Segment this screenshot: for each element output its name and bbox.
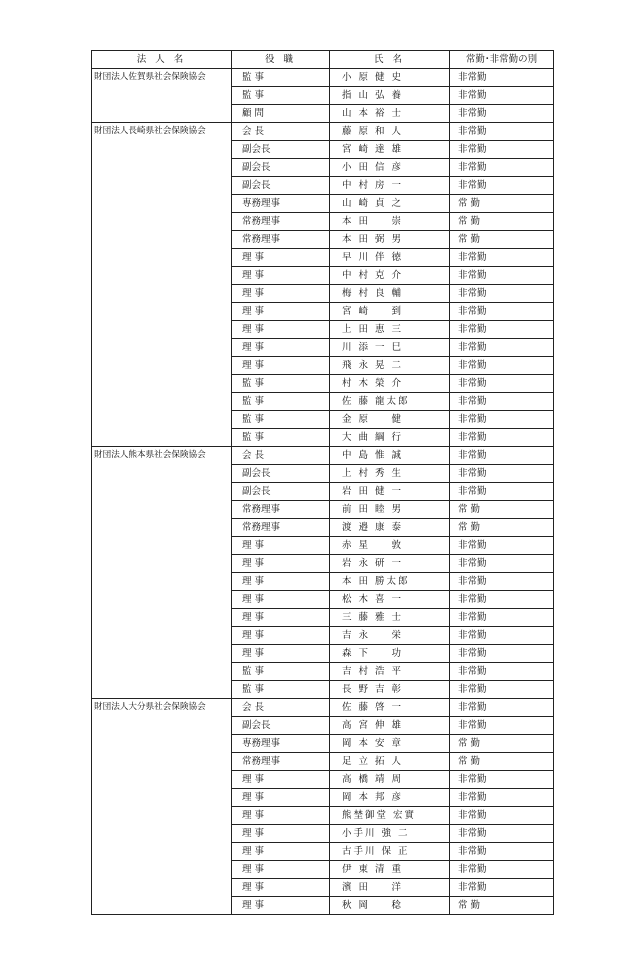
position-cell: 理 事 (232, 249, 330, 267)
position-cell: 理 事 (232, 645, 330, 663)
table-body (92, 69, 554, 915)
org-empty-cell (92, 105, 232, 123)
table-row (92, 213, 554, 231)
org-empty-cell (92, 87, 232, 105)
org-empty-cell (92, 321, 232, 339)
position-cell: 理 事 (232, 267, 330, 285)
employment-type-cell: 常 勤 (450, 501, 554, 519)
person-name-cell: 本 田 弼 男 (330, 231, 450, 249)
person-name-cell: 中 島 惟 誠 (330, 447, 450, 465)
person-name-cell: 小 田 信 彦 (330, 159, 450, 177)
person-name-cell: 岡 本 邦 彦 (330, 789, 450, 807)
position-cell: 副会長 (232, 483, 330, 501)
org-empty-cell (92, 411, 232, 429)
position-cell: 監 事 (232, 87, 330, 105)
table-row (92, 339, 554, 357)
position-cell: 常務理事 (232, 501, 330, 519)
table-row (92, 447, 554, 465)
position-cell: 常務理事 (232, 753, 330, 771)
table-row (92, 861, 554, 879)
position-cell: 理 事 (232, 861, 330, 879)
person-name-cell: 熊埜御堂 宏實 (330, 807, 450, 825)
org-empty-cell (92, 609, 232, 627)
org-empty-cell (92, 285, 232, 303)
employment-type-cell: 非常勤 (450, 339, 554, 357)
table-row (92, 195, 554, 213)
org-empty-cell (92, 645, 232, 663)
position-cell: 理 事 (232, 591, 330, 609)
person-name-cell: 佐 藤 龍太郎 (330, 393, 450, 411)
person-name-cell: 赤 星 敦 (330, 537, 450, 555)
person-name-cell: 岩 田 健 一 (330, 483, 450, 501)
position-cell: 理 事 (232, 843, 330, 861)
org-empty-cell (92, 627, 232, 645)
table-row (92, 465, 554, 483)
employment-type-cell: 非常勤 (450, 645, 554, 663)
person-name-cell: 松 木 喜 一 (330, 591, 450, 609)
header-name: 氏 名 (330, 51, 450, 69)
table-row (92, 627, 554, 645)
person-name-cell: 金 原 健 (330, 411, 450, 429)
employment-type-cell: 非常勤 (450, 303, 554, 321)
person-name-cell: 濱 田 洋 (330, 879, 450, 897)
org-empty-cell (92, 375, 232, 393)
employment-type-cell: 非常勤 (450, 843, 554, 861)
table-row (92, 663, 554, 681)
person-name-cell: 岡 本 安 章 (330, 735, 450, 753)
employment-type-cell: 非常勤 (450, 177, 554, 195)
table-row (92, 735, 554, 753)
table-row (92, 141, 554, 159)
position-cell: 監 事 (232, 375, 330, 393)
person-name-cell: 小手川 強 二 (330, 825, 450, 843)
table-row (92, 267, 554, 285)
org-empty-cell (92, 249, 232, 267)
org-empty-cell (92, 591, 232, 609)
table-row (92, 681, 554, 699)
position-cell: 会 長 (232, 699, 330, 717)
employment-type-cell: 非常勤 (450, 555, 554, 573)
officers-table (91, 50, 554, 915)
org-empty-cell (92, 483, 232, 501)
person-name-cell: 前 田 睦 男 (330, 501, 450, 519)
position-cell: 常務理事 (232, 231, 330, 249)
org-empty-cell (92, 555, 232, 573)
person-name-cell: 宮 崎 到 (330, 303, 450, 321)
table-row (92, 519, 554, 537)
employment-type-cell: 非常勤 (450, 69, 554, 87)
header-employment: 常勤･非常勤の別 (450, 51, 554, 69)
org-empty-cell (92, 141, 232, 159)
employment-type-cell: 常 勤 (450, 897, 554, 915)
person-name-cell: 本 田 勝太郎 (330, 573, 450, 591)
position-cell: 理 事 (232, 303, 330, 321)
org-empty-cell (92, 879, 232, 897)
person-name-cell: 山 本 裕 士 (330, 105, 450, 123)
employment-type-cell: 非常勤 (450, 717, 554, 735)
table-row (92, 825, 554, 843)
table-row (92, 789, 554, 807)
employment-type-cell: 非常勤 (450, 87, 554, 105)
table-row (92, 483, 554, 501)
table-row (92, 609, 554, 627)
org-empty-cell (92, 843, 232, 861)
table-row (92, 699, 554, 717)
employment-type-cell: 非常勤 (450, 879, 554, 897)
org-empty-cell (92, 303, 232, 321)
employment-type-cell: 非常勤 (450, 627, 554, 645)
employment-type-cell: 非常勤 (450, 591, 554, 609)
employment-type-cell: 非常勤 (450, 771, 554, 789)
person-name-cell: 足 立 拓 人 (330, 753, 450, 771)
employment-type-cell: 常 勤 (450, 753, 554, 771)
person-name-cell: 梅 村 良 輔 (330, 285, 450, 303)
employment-type-cell: 非常勤 (450, 429, 554, 447)
person-name-cell: 中 村 克 介 (330, 267, 450, 285)
position-cell: 副会長 (232, 717, 330, 735)
person-name-cell: 小 原 健 史 (330, 69, 450, 87)
position-cell: 理 事 (232, 627, 330, 645)
org-empty-cell (92, 231, 232, 249)
org-empty-cell (92, 807, 232, 825)
position-cell: 理 事 (232, 807, 330, 825)
table-row (92, 645, 554, 663)
employment-type-cell: 非常勤 (450, 609, 554, 627)
employment-type-cell: 非常勤 (450, 807, 554, 825)
employment-type-cell: 非常勤 (450, 483, 554, 501)
person-name-cell: 指 山 弘 養 (330, 87, 450, 105)
person-name-cell: 上 田 恵 三 (330, 321, 450, 339)
position-cell: 理 事 (232, 609, 330, 627)
position-cell: 会 長 (232, 447, 330, 465)
org-empty-cell (92, 861, 232, 879)
org-name-cell: 財団法人熊本県社会保険協会 (92, 447, 232, 465)
header-position: 役 職 (232, 51, 330, 69)
org-empty-cell (92, 897, 232, 915)
employment-type-cell: 常 勤 (450, 213, 554, 231)
position-cell: 監 事 (232, 663, 330, 681)
person-name-cell: 藤 原 和 人 (330, 123, 450, 141)
position-cell: 理 事 (232, 321, 330, 339)
employment-type-cell: 非常勤 (450, 159, 554, 177)
table-row (92, 573, 554, 591)
person-name-cell: 本 田 崇 (330, 213, 450, 231)
employment-type-cell: 非常勤 (450, 321, 554, 339)
person-name-cell: 山 崎 貞 之 (330, 195, 450, 213)
person-name-cell: 佐 藤 啓 一 (330, 699, 450, 717)
person-name-cell: 長 野 吉 彰 (330, 681, 450, 699)
table-row (92, 591, 554, 609)
employment-type-cell: 非常勤 (450, 663, 554, 681)
org-empty-cell (92, 537, 232, 555)
table-row (92, 177, 554, 195)
employment-type-cell: 常 勤 (450, 735, 554, 753)
person-name-cell: 岩 永 研 一 (330, 555, 450, 573)
person-name-cell: 吉 村 浩 平 (330, 663, 450, 681)
position-cell: 専務理事 (232, 735, 330, 753)
position-cell: 監 事 (232, 411, 330, 429)
table-row (92, 357, 554, 375)
employment-type-cell: 非常勤 (450, 447, 554, 465)
table-row (92, 771, 554, 789)
table-row (92, 123, 554, 141)
employment-type-cell: 非常勤 (450, 285, 554, 303)
org-empty-cell (92, 735, 232, 753)
org-empty-cell (92, 195, 232, 213)
org-empty-cell (92, 825, 232, 843)
org-empty-cell (92, 663, 232, 681)
employment-type-cell: 常 勤 (450, 231, 554, 249)
employment-type-cell: 非常勤 (450, 375, 554, 393)
table-row (92, 87, 554, 105)
position-cell: 理 事 (232, 357, 330, 375)
employment-type-cell: 非常勤 (450, 861, 554, 879)
person-name-cell: 三 藤 雅 士 (330, 609, 450, 627)
table-row (92, 159, 554, 177)
position-cell: 副会長 (232, 159, 330, 177)
employment-type-cell: 非常勤 (450, 249, 554, 267)
org-empty-cell (92, 501, 232, 519)
table-row (92, 375, 554, 393)
employment-type-cell: 常 勤 (450, 195, 554, 213)
org-empty-cell (92, 573, 232, 591)
position-cell: 理 事 (232, 537, 330, 555)
table-row (92, 717, 554, 735)
table-row (92, 321, 554, 339)
position-cell: 監 事 (232, 681, 330, 699)
org-empty-cell (92, 519, 232, 537)
table-row (92, 843, 554, 861)
person-name-cell: 宮 崎 達 雄 (330, 141, 450, 159)
person-name-cell: 吉 永 栄 (330, 627, 450, 645)
position-cell: 監 事 (232, 393, 330, 411)
position-cell: 監 事 (232, 69, 330, 87)
person-name-cell: 古手川 保 正 (330, 843, 450, 861)
org-empty-cell (92, 753, 232, 771)
org-empty-cell (92, 177, 232, 195)
employment-type-cell: 非常勤 (450, 825, 554, 843)
org-empty-cell (92, 429, 232, 447)
employment-type-cell: 非常勤 (450, 393, 554, 411)
org-name-cell: 財団法人佐賀県社会保険協会 (92, 69, 232, 87)
person-name-cell: 上 村 秀 生 (330, 465, 450, 483)
employment-type-cell: 非常勤 (450, 267, 554, 285)
person-name-cell: 渡 邉 康 泰 (330, 519, 450, 537)
person-name-cell: 森 下 功 (330, 645, 450, 663)
header-org: 法 人 名 (92, 51, 232, 69)
person-name-cell: 村 木 榮 介 (330, 375, 450, 393)
table-row (92, 105, 554, 123)
table-row (92, 753, 554, 771)
person-name-cell: 飛 永 晃 二 (330, 357, 450, 375)
position-cell: 理 事 (232, 285, 330, 303)
org-empty-cell (92, 789, 232, 807)
person-name-cell: 中 村 房 一 (330, 177, 450, 195)
org-name-cell: 財団法人長崎県社会保険協会 (92, 123, 232, 141)
position-cell: 理 事 (232, 771, 330, 789)
org-empty-cell (92, 357, 232, 375)
position-cell: 副会長 (232, 465, 330, 483)
position-cell: 理 事 (232, 897, 330, 915)
position-cell: 常務理事 (232, 519, 330, 537)
org-empty-cell (92, 771, 232, 789)
table-row (92, 429, 554, 447)
employment-type-cell: 非常勤 (450, 465, 554, 483)
employment-type-cell: 非常勤 (450, 357, 554, 375)
org-empty-cell (92, 393, 232, 411)
position-cell: 会 長 (232, 123, 330, 141)
position-cell: 監 事 (232, 429, 330, 447)
person-name-cell: 川 添 一 巳 (330, 339, 450, 357)
position-cell: 常務理事 (232, 213, 330, 231)
employment-type-cell: 非常勤 (450, 123, 554, 141)
position-cell: 副会長 (232, 141, 330, 159)
person-name-cell: 高 宮 伸 雄 (330, 717, 450, 735)
org-empty-cell (92, 717, 232, 735)
position-cell: 理 事 (232, 555, 330, 573)
person-name-cell: 大 曲 綱 行 (330, 429, 450, 447)
position-cell: 専務理事 (232, 195, 330, 213)
position-cell: 理 事 (232, 573, 330, 591)
table-row (92, 537, 554, 555)
position-cell: 顧 問 (232, 105, 330, 123)
employment-type-cell: 非常勤 (450, 573, 554, 591)
org-empty-cell (92, 465, 232, 483)
position-cell: 理 事 (232, 789, 330, 807)
org-empty-cell (92, 267, 232, 285)
position-cell: 理 事 (232, 339, 330, 357)
table-row (92, 879, 554, 897)
org-empty-cell (92, 339, 232, 357)
employment-type-cell: 常 勤 (450, 519, 554, 537)
org-name-cell: 財団法人大分県社会保険協会 (92, 699, 232, 717)
table-row (92, 69, 554, 87)
table-row (92, 303, 554, 321)
person-name-cell: 早 川 伴 徳 (330, 249, 450, 267)
person-name-cell: 秋 岡 稔 (330, 897, 450, 915)
employment-type-cell: 非常勤 (450, 699, 554, 717)
employment-type-cell: 非常勤 (450, 411, 554, 429)
table-row (92, 807, 554, 825)
employment-type-cell: 非常勤 (450, 789, 554, 807)
employment-type-cell: 非常勤 (450, 141, 554, 159)
org-empty-cell (92, 159, 232, 177)
employment-type-cell: 非常勤 (450, 681, 554, 699)
org-empty-cell (92, 681, 232, 699)
table-row (92, 897, 554, 915)
table-row (92, 411, 554, 429)
table-row (92, 249, 554, 267)
table-row (92, 231, 554, 249)
table-row (92, 501, 554, 519)
table-row (92, 555, 554, 573)
person-name-cell: 高 橋 靖 周 (330, 771, 450, 789)
person-name-cell: 伊 東 清 重 (330, 861, 450, 879)
table-row (92, 285, 554, 303)
table-row (92, 393, 554, 411)
position-cell: 理 事 (232, 825, 330, 843)
employment-type-cell: 非常勤 (450, 537, 554, 555)
org-empty-cell (92, 213, 232, 231)
employment-type-cell: 非常勤 (450, 105, 554, 123)
position-cell: 副会長 (232, 177, 330, 195)
position-cell: 理 事 (232, 879, 330, 897)
header-row (92, 51, 554, 69)
